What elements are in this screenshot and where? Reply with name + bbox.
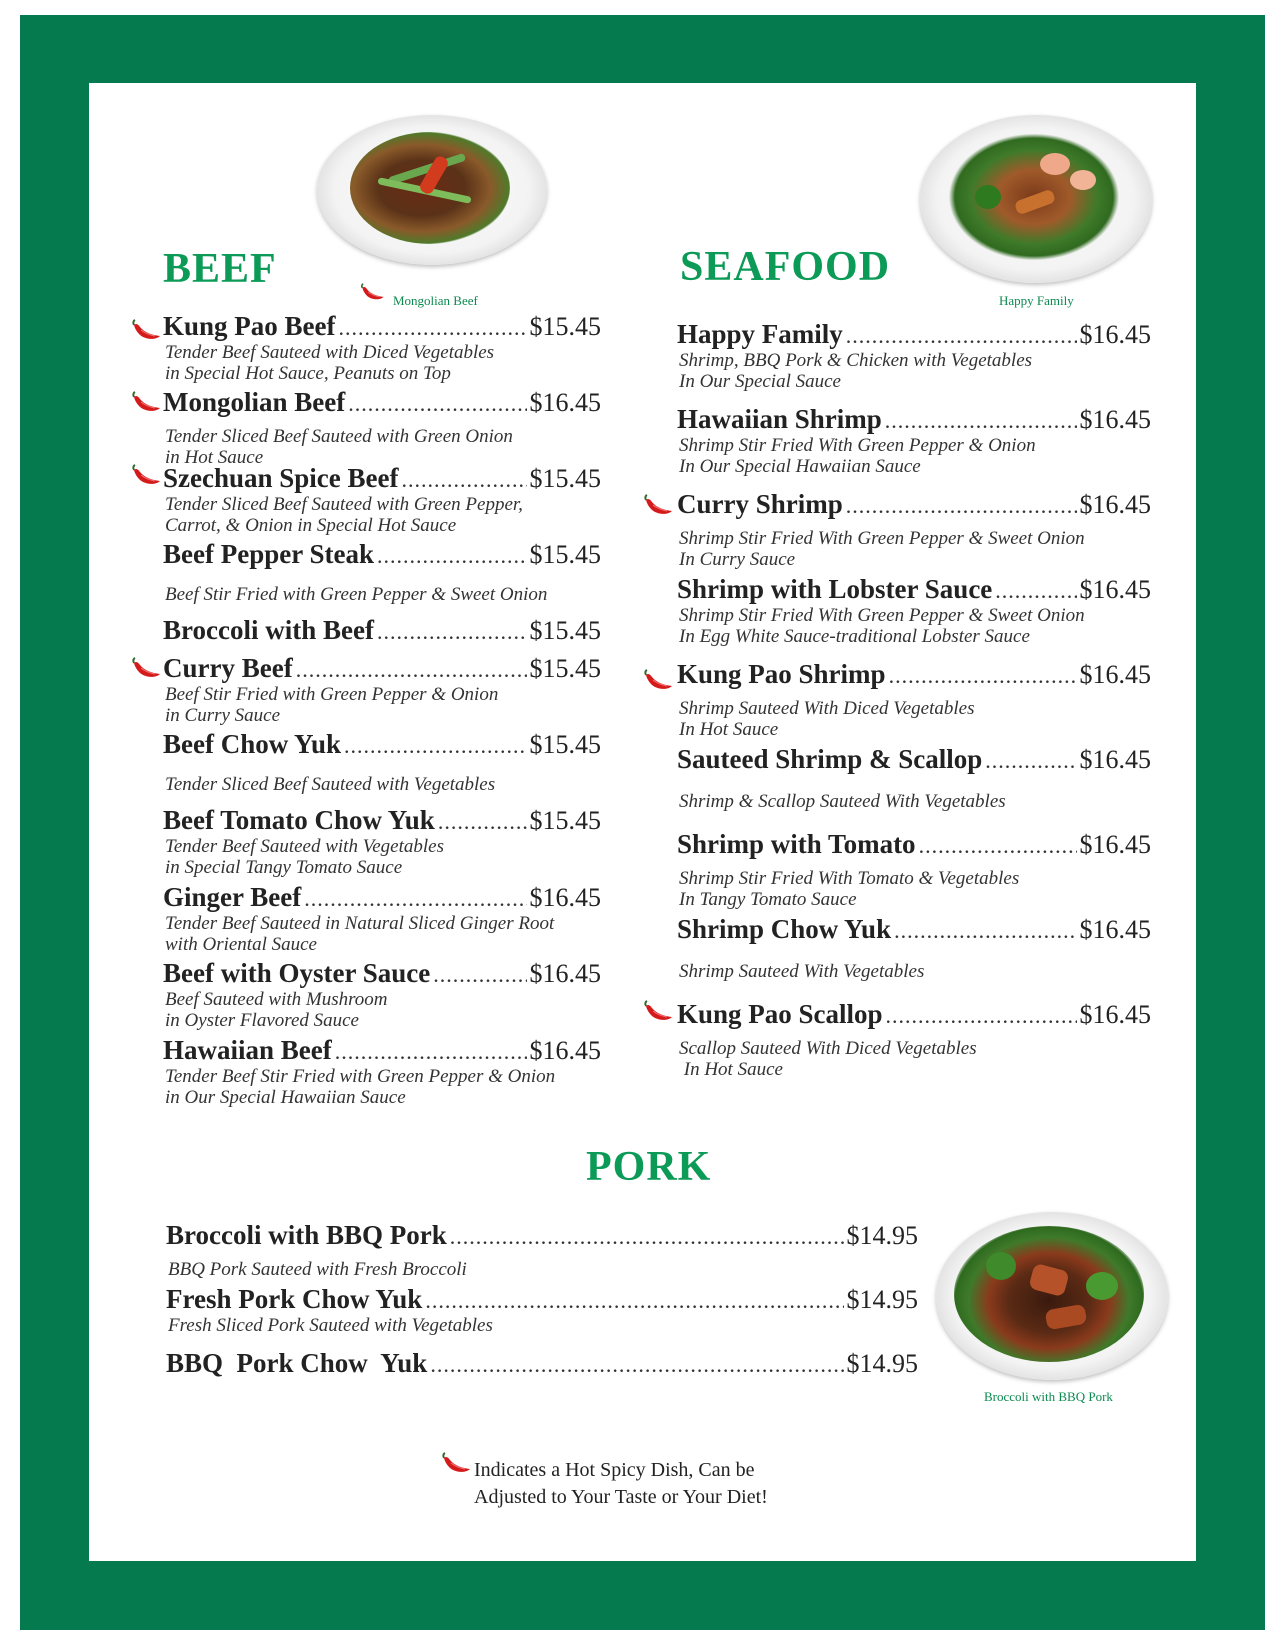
item-name: Sauteed Shrimp & Scallop [677, 744, 983, 774]
item-price: $16.45 [1079, 660, 1151, 689]
item-description: Shrimp Stir Fried With Green Pepper & Sweet Onion [679, 605, 1085, 626]
item-name: Kung Pao Beef [163, 311, 336, 341]
menu-item-kung-pao-shrimp [677, 659, 1151, 740]
item-name: Ginger Beef [163, 882, 302, 912]
item-price: $14.95 [846, 1349, 918, 1378]
item-price: $16.45 [1079, 1000, 1151, 1029]
item-description: Beef Stir Fried with Green Pepper & Sweet Onion [165, 584, 548, 605]
item-description: In Curry Sauce [679, 549, 796, 570]
spicy-legend-note [474, 1457, 768, 1511]
item-description: Tender Sliced Beef Sauteed with Green Onion [165, 426, 513, 447]
item-description: in Special Hot Sauce, Peanuts on Top [165, 363, 451, 384]
item-name: Happy Family [677, 319, 843, 349]
item-price: $16.45 [529, 388, 601, 417]
menu-item-sauteed-shrimp-and-scallop [677, 744, 1151, 812]
item-name: Broccoli with Beef [163, 615, 374, 645]
menu-item-bbq-pork-chow-yuk [166, 1348, 918, 1379]
item-price: $15.45 [529, 464, 601, 493]
menu-item-beef-tomato-chow-yuk [163, 805, 601, 878]
item-name: Hawaiian Beef [163, 1035, 332, 1065]
item-price: $16.45 [1079, 320, 1151, 349]
pork-section-title: PORK [586, 1144, 712, 1190]
item-name: Kung Pao Scallop [677, 999, 883, 1029]
menu-item-curry-beef [163, 653, 601, 726]
item-name: Fresh Pork Chow Yuk [166, 1284, 423, 1314]
item-price: $16.45 [529, 883, 601, 912]
item-description: Shrimp Sauteed With Vegetables [679, 961, 925, 982]
beef-section-title: BEEF [163, 246, 277, 292]
item-name: Hawaiian Shrimp [677, 404, 882, 434]
item-price: $14.95 [846, 1221, 918, 1250]
broccoli-with-bbq-pork-photo [936, 1212, 1168, 1380]
item-description: in Oyster Flavored Sauce [165, 1010, 359, 1031]
item-description: Tender Beef Sauteed with Diced Vegetables [165, 342, 495, 363]
spicy-legend-line-1: Indicates a Hot Spicy Dish, Can be [474, 1459, 755, 1481]
menu-item-broccoli-with-bbq-pork [166, 1220, 918, 1280]
item-name: Broccoli with BBQ Pork [166, 1220, 447, 1250]
curry-beef-chili-pepper-icon [132, 657, 162, 679]
kung-pao-beef-chili-pepper-icon [132, 319, 162, 341]
item-description: Tender Beef Stir Fried with Green Pepper & Onion [165, 1066, 556, 1087]
item-description: in Hot Sauce [165, 447, 264, 468]
menu-item-fresh-pork-chow-yuk [166, 1284, 918, 1336]
kung-pao-shrimp-chili-pepper-icon [644, 669, 674, 691]
item-name: Mongolian Beef [163, 387, 346, 417]
item-price: $16.45 [529, 959, 601, 988]
szechuan-spice-beef-chili-pepper-icon [132, 464, 162, 486]
menu-item-kung-pao-scallop [677, 999, 1151, 1080]
item-name: Beef Chow Yuk [163, 729, 342, 759]
item-name: Shrimp Chow Yuk [677, 914, 892, 944]
menu-item-mongolian-beef [163, 387, 601, 468]
broccoli-with-bbq-pork-caption: Broccoli with BBQ Pork [984, 1389, 1113, 1404]
curry-shrimp-chili-pepper-icon [644, 494, 674, 516]
item-description: Shrimp Stir Fried With Tomato & Vegetables [679, 868, 1020, 889]
item-price: $16.45 [529, 1036, 601, 1065]
item-description: Tender Sliced Beef Sauteed with Green Pepper, [165, 494, 523, 515]
item-name: Szechuan Spice Beef [163, 463, 399, 493]
item-description: with Oriental Sauce [165, 934, 317, 955]
menu-item-beef-chow-yuk [163, 729, 601, 795]
spicy-legend-line-2: Adjusted to Your Taste or Your Diet! [474, 1486, 768, 1508]
item-price: $15.45 [529, 616, 601, 645]
item-price: $15.45 [529, 312, 601, 341]
item-description: In Our Special Hawaiian Sauce [679, 456, 921, 477]
item-description: Beef Sauteed with Mushroom [165, 989, 388, 1010]
item-description: BBQ Pork Sauteed with Fresh Broccoli [168, 1259, 467, 1280]
happy-family-photo [920, 115, 1152, 283]
item-description: In Hot Sauce [679, 1059, 783, 1080]
menu-item-shrimp-with-lobster-sauce [677, 574, 1151, 647]
seafood-section-title: SEAFOOD [680, 244, 891, 290]
item-description: Scallop Sauteed With Diced Vegetables [679, 1038, 977, 1059]
mongolian-beef-caption-chili-pepper-icon [360, 283, 386, 301]
item-name: Beef Tomato Chow Yuk [163, 805, 435, 835]
item-description: Tender Sliced Beef Sauteed with Vegetables [165, 774, 496, 795]
item-price: $16.45 [1079, 575, 1151, 604]
menu-item-shrimp-with-tomato [677, 829, 1151, 910]
item-description: In Our Special Sauce [679, 371, 841, 392]
item-description: Shrimp Sauteed With Diced Vegetables [679, 698, 975, 719]
menu-item-happy-family [677, 319, 1151, 392]
menu-item-beef-with-oyster-sauce [163, 958, 601, 1031]
item-description: Shrimp, BBQ Pork & Chicken with Vegetables [679, 350, 1033, 371]
item-name: Kung Pao Shrimp [677, 659, 886, 689]
item-description: Shrimp Stir Fried With Green Pepper & Onion [679, 435, 1036, 456]
item-price: $16.45 [1079, 745, 1151, 774]
item-price: $15.45 [529, 540, 601, 569]
item-description: Beef Stir Fried with Green Pepper & Onion [165, 684, 499, 705]
menu-item-szechuan-spice-beef [163, 463, 601, 536]
item-description: Tender Beef Sauteed with Vegetables [165, 836, 444, 857]
menu-item-ginger-beef [163, 882, 601, 955]
item-price: $16.45 [1079, 405, 1151, 434]
item-description: Shrimp Stir Fried With Green Pepper & Sweet Onion [679, 528, 1085, 549]
item-name: Curry Shrimp [677, 489, 843, 519]
item-description: In Egg White Sauce-traditional Lobster Sauce [679, 626, 1030, 647]
item-price: $14.95 [846, 1285, 918, 1314]
menu-item-hawaiian-shrimp [677, 404, 1151, 477]
item-price: $15.45 [529, 730, 601, 759]
item-name: Beef with Oyster Sauce [163, 958, 431, 988]
mongolian-beef-chili-pepper-icon [132, 391, 162, 413]
happy-family-caption: Happy Family [999, 293, 1074, 308]
menu-item-curry-shrimp [677, 489, 1151, 570]
item-description: in Our Special Hawaiian Sauce [165, 1087, 406, 1108]
item-name: Curry Beef [163, 653, 293, 683]
item-price: $15.45 [529, 654, 601, 683]
item-price: $16.45 [1079, 830, 1151, 859]
menu-item-broccoli-with-beef [163, 615, 601, 646]
spicy-legend-chili-pepper-icon [442, 1452, 472, 1474]
item-description: Tender Beef Sauteed in Natural Sliced Ginger Root [165, 913, 555, 934]
menu-item-shrimp-chow-yuk [677, 914, 1151, 982]
item-name: Shrimp with Tomato [677, 829, 916, 859]
menu-item-kung-pao-beef [163, 311, 601, 384]
item-description: Fresh Sliced Pork Sauteed with Vegetables [168, 1315, 493, 1336]
item-description: Carrot, & Onion in Special Hot Sauce [165, 515, 457, 536]
mongolian-beef-caption: Mongolian Beef [393, 293, 478, 308]
item-description: in Special Tangy Tomato Sauce [165, 857, 403, 878]
item-price: $16.45 [1079, 915, 1151, 944]
item-description: In Hot Sauce [679, 719, 779, 740]
menu-item-hawaiian-beef [163, 1035, 601, 1108]
item-description: in Curry Sauce [165, 705, 281, 726]
kung-pao-scallop-chili-pepper-icon [644, 1000, 674, 1022]
item-name: Beef Pepper Steak [163, 539, 374, 569]
item-name: Shrimp with Lobster Sauce [677, 574, 993, 604]
item-description: Shrimp & Scallop Sauteed With Vegetables [679, 791, 1006, 812]
item-name: BBQ Pork Chow Yuk [166, 1348, 428, 1378]
mongolian-beef-photo [317, 115, 547, 265]
menu-item-beef-pepper-steak [163, 539, 601, 605]
item-price: $15.45 [529, 806, 601, 835]
item-description: In Tangy Tomato Sauce [679, 889, 857, 910]
item-price: $16.45 [1079, 490, 1151, 519]
